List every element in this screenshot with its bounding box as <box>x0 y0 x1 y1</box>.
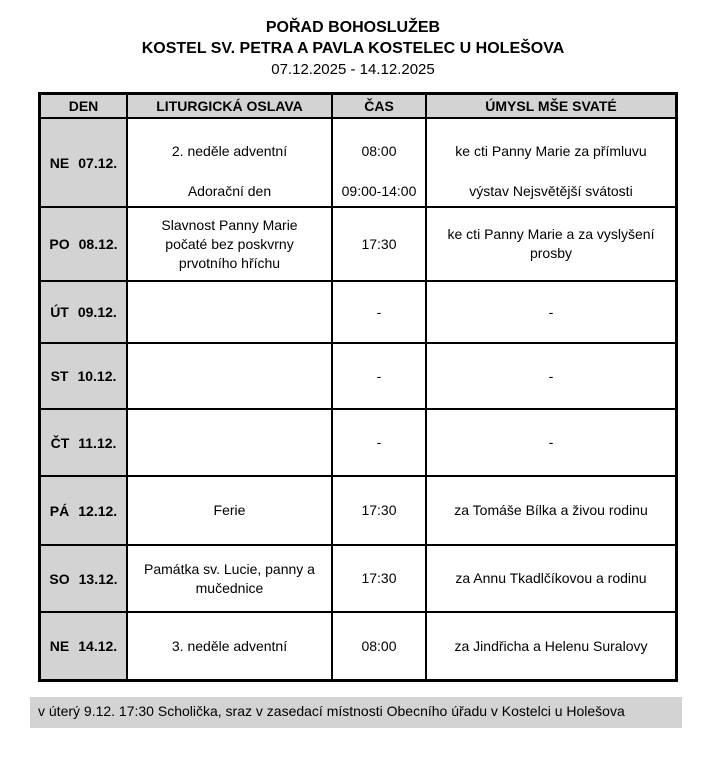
time-text: 08:00 <box>361 142 397 159</box>
church-name: KOSTEL SV. PETRA A PAVLA KOSTELEC U HOLEŠOVA <box>141 40 565 57</box>
intention-cell <box>425 546 675 611</box>
time-text: - <box>376 434 382 450</box>
time-cell <box>331 410 425 475</box>
time-cell <box>331 344 425 408</box>
time-text: 08:00 <box>361 637 397 654</box>
celebration-cell <box>126 613 331 679</box>
time-text-secondary: 09:00-14:00 <box>341 183 417 199</box>
day-cell <box>41 613 126 679</box>
intention-text: za Tomáše Bílka a živou rodinu <box>454 502 648 518</box>
day-label: ÚT <box>50 304 69 320</box>
time-cell <box>331 119 425 206</box>
time-text: - <box>376 367 382 384</box>
day-label: ČT <box>50 434 70 451</box>
header-cell-liturgicka-oslava: LITURGICKÁ OSLAVA <box>126 95 331 117</box>
time-cell <box>331 208 425 280</box>
celebration-text: Ferie <box>213 502 246 518</box>
intention-text-secondary: výstav Nejsvětější svátosti <box>469 183 633 199</box>
schedule-table <box>38 92 678 682</box>
celebration-text: Památka sv. Lucie, panny a mučednice <box>144 560 315 596</box>
title-block <box>33 0 673 80</box>
celebration-text: Slavnost Panny Marie počaté bez poskvrny prvotního hříchu <box>161 216 298 271</box>
day-date: 14.12. <box>78 638 118 654</box>
intention-cell <box>425 208 675 280</box>
day-date: 13.12. <box>78 570 118 587</box>
intention-text: za Annu Tkadlčíkovou a rodinu <box>455 570 647 586</box>
intention-cell <box>425 282 675 342</box>
table-row-pa-12-12 <box>41 475 675 544</box>
footer-note: v úterý 9.12. 17:30 Scholička, sraz v zasedací místnosti Obecního úřadu v Kostelci u Holešova <box>30 697 682 728</box>
table-header-row <box>41 95 675 117</box>
table-row-ne-07-12 <box>41 117 675 206</box>
intention-cell <box>425 344 675 408</box>
time-text: 17:30 <box>361 235 397 252</box>
intention-cell <box>425 410 675 475</box>
table-row-so-13-12 <box>41 544 675 611</box>
header-cell-den: DEN <box>68 98 99 114</box>
celebration-cell <box>126 119 331 206</box>
table-row-po-08-12 <box>41 206 675 280</box>
page-title: POŘAD BOHOSLUŽEB <box>265 19 441 36</box>
time-cell <box>331 477 425 544</box>
intention-text: za Jindřicha a Helenu Suralovy <box>454 637 648 654</box>
day-date: 08.12. <box>78 236 118 252</box>
day-cell <box>41 119 126 206</box>
time-text: 17:30 <box>361 570 397 586</box>
day-label: SO <box>49 570 70 587</box>
table-row-ct-11-12 <box>41 408 675 475</box>
day-label: NE <box>49 638 70 654</box>
time-cell <box>331 282 425 342</box>
day-cell <box>41 477 126 544</box>
day-date: 07.12. <box>78 154 118 171</box>
intention-cell <box>425 477 675 544</box>
intention-text: ke cti Panny Marie a za vyslyšení prosby <box>447 226 655 261</box>
time-text: 17:30 <box>361 502 397 518</box>
table-row-st-10-12 <box>41 342 675 408</box>
time-text: - <box>376 303 382 320</box>
day-label: NE <box>49 154 70 171</box>
date-range: 07.12.2025 - 14.12.2025 <box>271 61 435 78</box>
celebration-text: 3. neděle adventní <box>171 637 288 654</box>
celebration-cell <box>126 344 331 408</box>
intention-text: ke cti Panny Marie za přímluvu <box>455 142 647 159</box>
day-date: 11.12. <box>78 434 117 451</box>
intention-cell <box>425 613 675 679</box>
celebration-text-secondary: Adorační den <box>187 183 272 199</box>
day-cell <box>41 208 126 280</box>
day-cell <box>41 410 126 475</box>
celebration-cell <box>126 208 331 280</box>
day-cell <box>41 546 126 611</box>
celebration-cell <box>126 477 331 544</box>
day-date: 09.12. <box>77 304 117 320</box>
celebration-text <box>128 410 331 475</box>
time-cell <box>331 546 425 611</box>
celebration-cell <box>126 410 331 475</box>
header-cell-cas: ČAS <box>331 95 425 117</box>
table-row-ut-09-12 <box>41 280 675 342</box>
intention-text: - <box>548 367 554 384</box>
celebration-cell <box>126 282 331 342</box>
time-cell <box>331 613 425 679</box>
day-date: 12.12. <box>78 502 118 519</box>
day-label: PO <box>49 236 70 252</box>
celebration-cell <box>126 546 331 611</box>
header-cell-umysl: ÚMYSL MŠE SVATÉ <box>425 95 675 117</box>
day-cell <box>41 282 126 342</box>
intention-cell <box>425 119 675 206</box>
day-date: 10.12. <box>77 368 117 384</box>
celebration-text <box>128 282 331 342</box>
intention-text: - <box>548 434 554 450</box>
celebration-text <box>128 344 331 408</box>
intention-text: - <box>548 303 554 320</box>
day-label: PÁ <box>49 502 70 519</box>
celebration-text: 2. neděle adventní <box>171 142 288 159</box>
table-row-ne-14-12 <box>41 611 675 679</box>
day-cell <box>41 344 126 408</box>
day-label: ST <box>50 368 69 384</box>
